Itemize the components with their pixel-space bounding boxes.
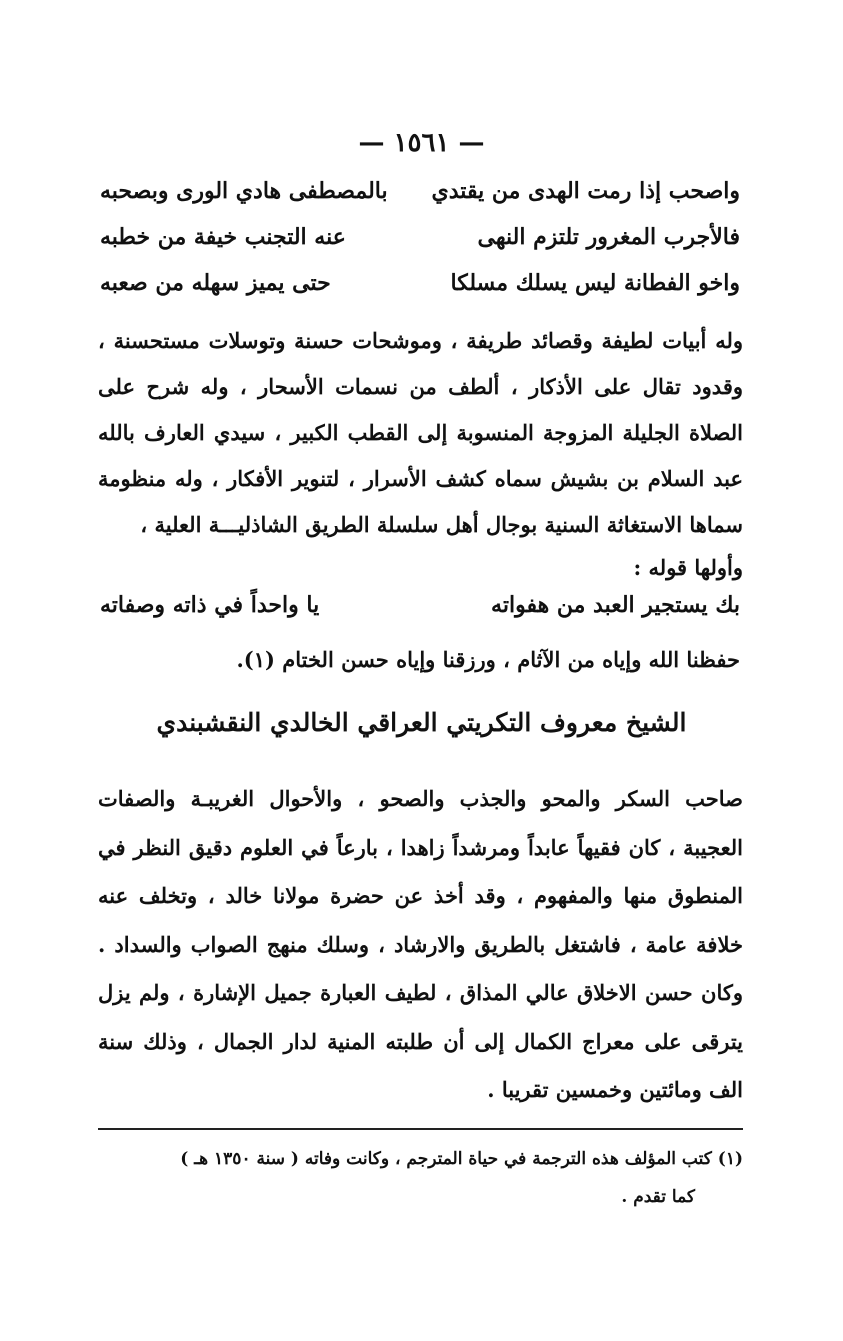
verse-second-hemistich: يا واحداً في ذاته وصفاته <box>100 592 320 618</box>
verse-first-hemistich: فالأجرب المغرور تلتزم النهى <box>477 224 740 250</box>
verse-first-hemistich: واخو الفطانة ليس يسلك مسلكا <box>450 270 740 296</box>
section-heading: الشيخ معروف التكريتي العراقي الخالدي النقشبندي <box>156 708 687 737</box>
verse-second-hemistich: بالمصطفى هادي الورى وبصحبه <box>100 178 388 204</box>
verse-line <box>100 592 740 638</box>
page-number: — ١٥٦١ — <box>358 128 485 158</box>
section-body: صاحب السكر والمحو والجذب والصحو ، والأحوال الغريبـة والصفات العجيبة ، كان فقيهاً عابداً ومرشداً زاهدا ، بارعاً في العلوم دقيق النظر في المنطوق منها والمفهوم ، وقد أخذ عن حضرة مولانا خالد ، وتخلف عنه خلافة عامة ، فاشتغل بالطريق والارشاد ، وسلك منهج الصواب والسداد . وكان حسن الاخلاق عالي المذاق ، لطيف العبارة جميل الإشارة ، ولم يزل يترقى على معراج الكمال إلى أن طلبته المنية لدار الجمال ، وذلك سنة الف ومائتين وخمسين تقريبا . <box>98 786 743 1102</box>
body-paragraph: وله أبيات لطيفة وقصائد طريفة ، وموشحات حسنة وتوسلات مستحسنة ، وقدود تقال على الأذكار ، ألطف من نسمات الأسحار ، وله شرح على الصلاة الجليلة المزوجة المنسوبة إلى القطب الكبير ، سيدي العارف بالله عبد السلام بن بشيش سماه كشف الأسرار ، لتنوير الأفكار ، وله منظومة سماها الاستغاثة السنية بوجال أهل سلسلة الطريق الشاذليـــة العلية ، <box>98 328 743 537</box>
verse-line <box>100 178 740 224</box>
verse-line <box>100 224 740 270</box>
footnote-divider <box>98 1128 743 1130</box>
verse-line <box>100 270 740 316</box>
verses-top <box>100 178 740 316</box>
body-paragraph-tail: وأولها قوله : <box>633 555 743 580</box>
verse-first-hemistich: بك يستجير العبد من هفواته <box>491 592 740 618</box>
verse-second-hemistich: حتى يميز سهله من صعبه <box>100 270 331 296</box>
footnote-line: (١) كتب المؤلف هذه الترجمة في حياة المترجم ، وكانت وفاته ( سنة ١٣٥٠ هـ ) <box>180 1149 743 1169</box>
verse-second-hemistich: عنه التجنب خيفة من خطبه <box>100 224 346 250</box>
verses-quoted <box>100 592 740 638</box>
verse-first-hemistich: واصحب إذا رمت الهدى من يقتدي <box>431 178 740 204</box>
footnote <box>98 1140 743 1216</box>
closing-line: حفظنا الله وإياه من الآثام ، ورزقنا وإياه حسن الختام (١). <box>236 647 740 672</box>
footnote-line: كما تقدم . <box>621 1187 695 1207</box>
